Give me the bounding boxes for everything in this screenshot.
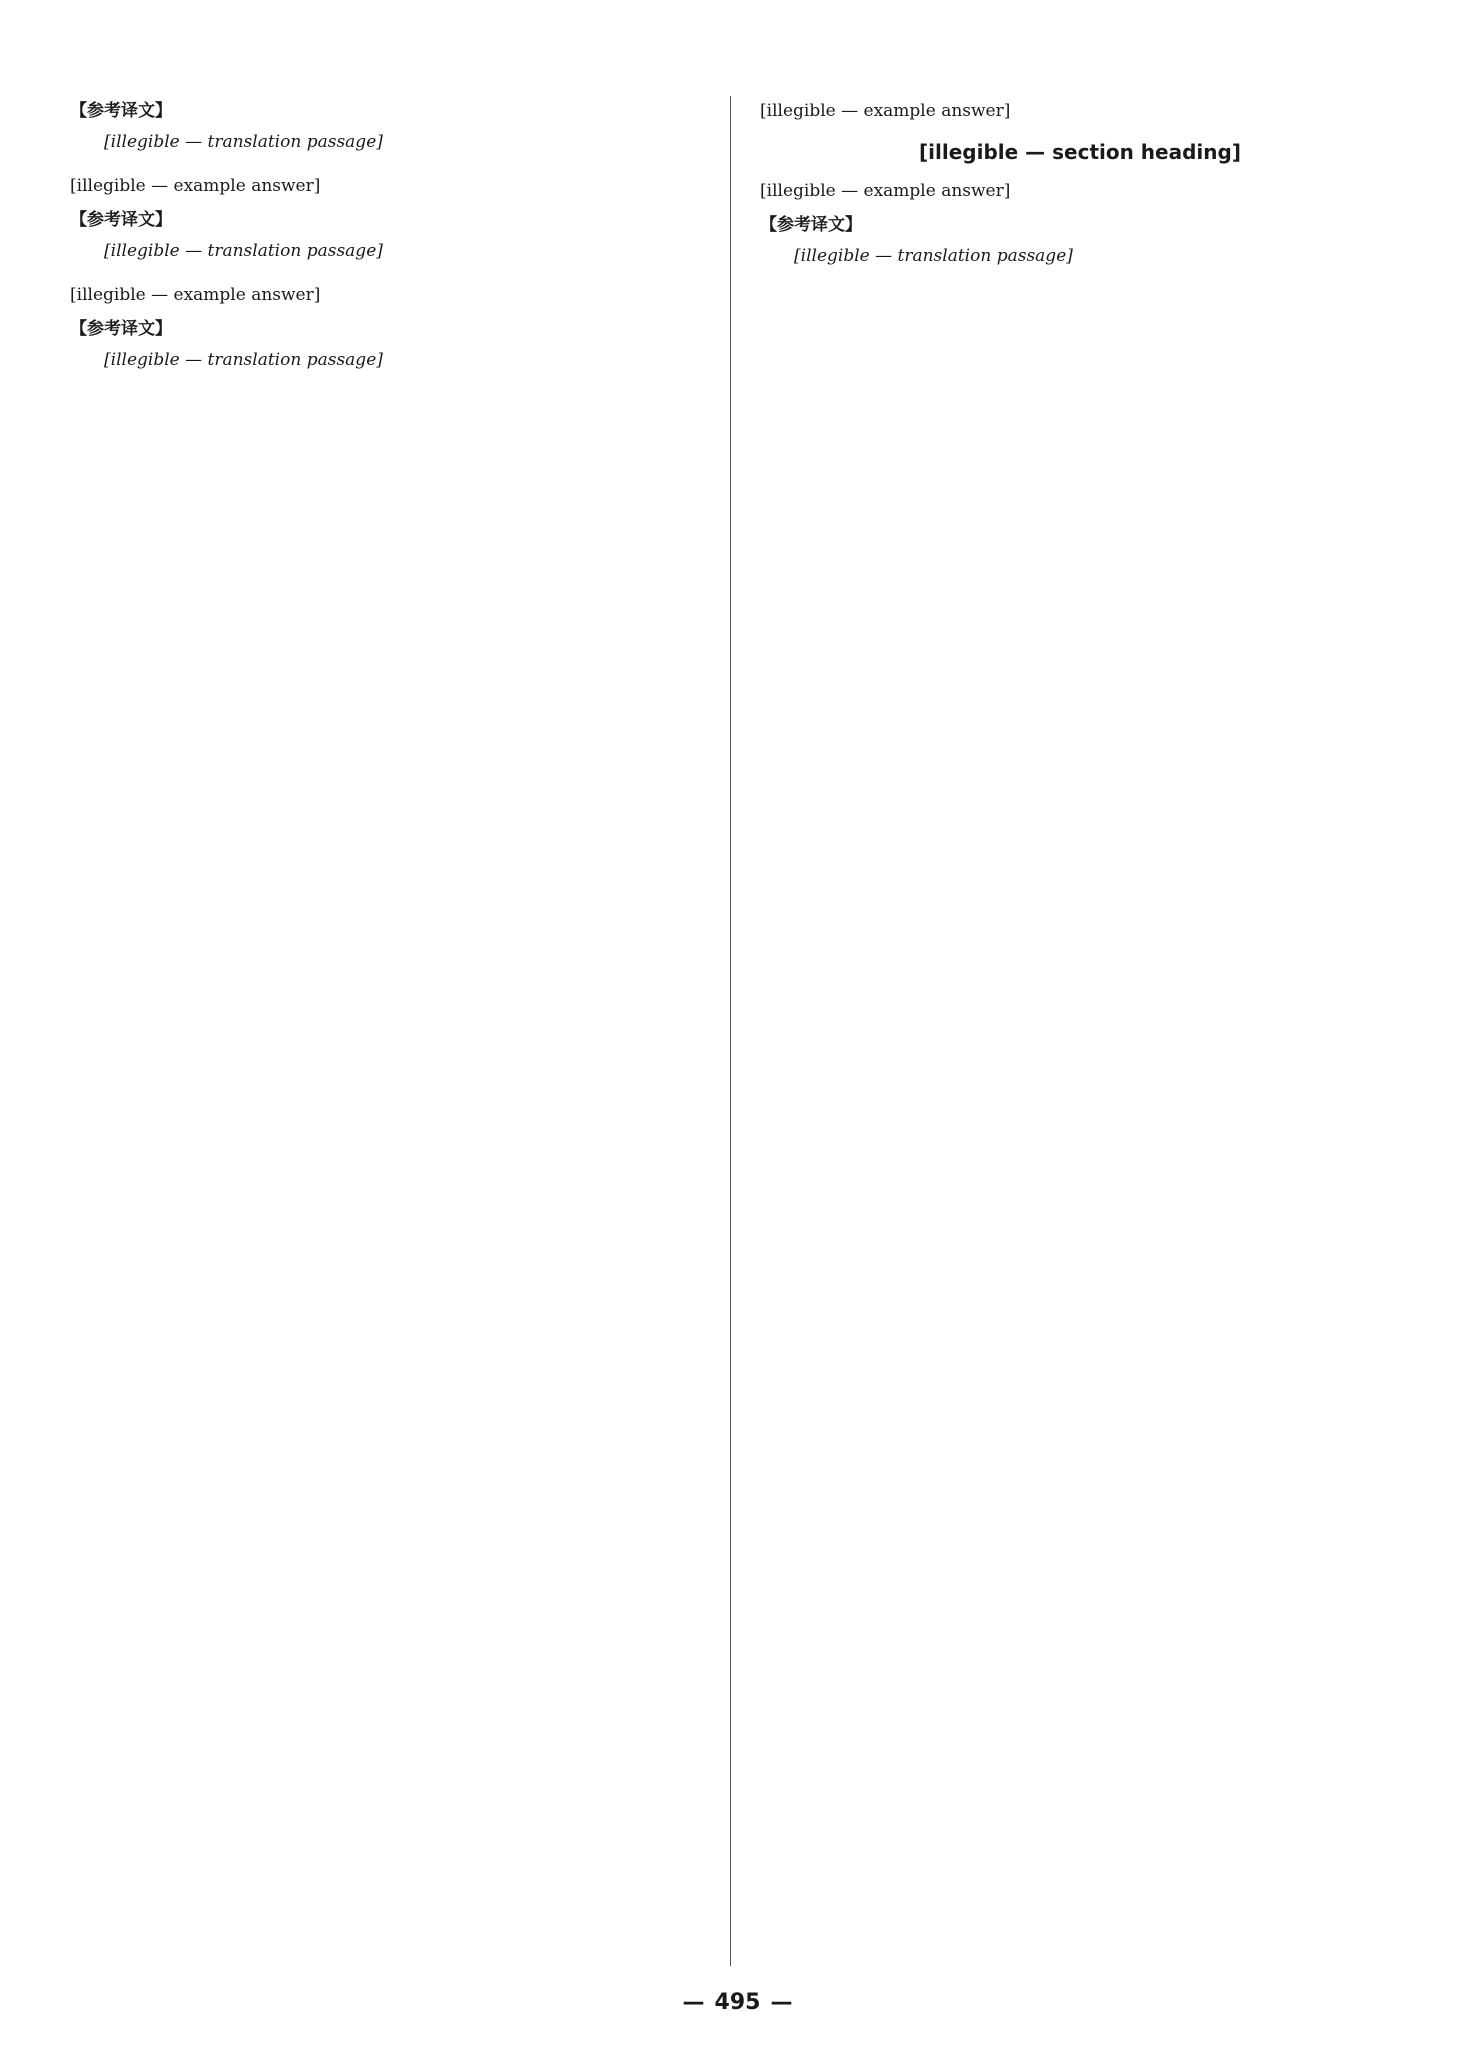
page-number-dash-left: — — [682, 1990, 705, 2015]
left-block-1 — [70, 96, 710, 157]
reference-translation-label: 【参考译文】 — [70, 319, 172, 339]
left-block-2 — [70, 171, 710, 266]
right-column — [760, 96, 1400, 285]
reference-translation-label: 【参考译文】 — [70, 210, 172, 230]
page-number-value: 495 — [714, 1990, 761, 2015]
translation-text: [illegible — translation passage] — [104, 350, 383, 370]
section-heading: [illegible — section heading] — [919, 140, 1241, 164]
page-number — [0, 1990, 1475, 2015]
translation-text: [illegible — translation passage] — [104, 241, 383, 261]
right-block-2 — [760, 176, 1400, 271]
example-answer: [illegible — example answer] — [760, 181, 1011, 201]
left-column — [70, 96, 710, 389]
page-number-dash-right: — — [770, 1990, 793, 2015]
column-divider — [730, 96, 731, 1966]
translation-text: [illegible — translation passage] — [104, 132, 383, 152]
reference-translation-label: 【参考译文】 — [760, 215, 862, 235]
right-block-1 — [760, 96, 1400, 126]
example-answer: [illegible — example answer] — [70, 176, 321, 196]
example-answer: [illegible — example answer] — [70, 285, 321, 305]
translation-text: [illegible — translation passage] — [794, 246, 1073, 266]
reference-translation-label: 【参考译文】 — [70, 101, 172, 121]
example-answer: [illegible — example answer] — [760, 101, 1011, 121]
left-block-3 — [70, 280, 710, 375]
